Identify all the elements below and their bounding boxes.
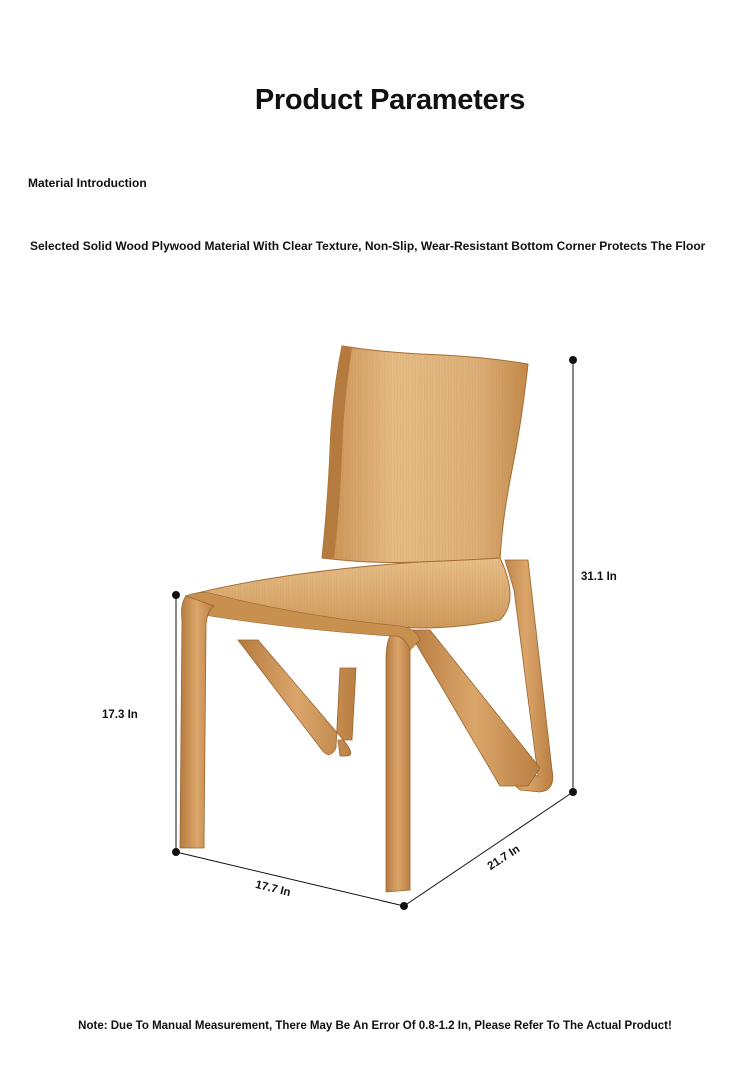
dimension-line-depth — [404, 792, 573, 906]
dimension-label-seat-height: 17.3 In — [102, 709, 138, 721]
dimension-label-width: 17.7 In — [254, 878, 292, 900]
chair-side-brace-right — [408, 630, 540, 786]
material-heading: Material Introduction — [28, 176, 147, 190]
material-description: Selected Solid Wood Plywood Material With Clear Texture, Non-Slip, Wear-Resistant Bottom Corner Protects The Floor — [30, 239, 706, 253]
measurement-note: Note: Due To Manual Measurement, There May Be An Error Of 0.8-1.2 In, Please Refer To The Actual Product! — [78, 1020, 672, 1032]
chair-front-leg-right — [386, 636, 410, 892]
chair-rear-brace-left — [238, 640, 356, 756]
page-title: Product Parameters — [254, 84, 526, 116]
dimension-line-width — [176, 852, 404, 906]
dimension-label-depth: 21.7 In — [485, 843, 523, 873]
dimension-label-height: 31.1 In — [581, 571, 617, 583]
chair-front-leg-left — [180, 596, 214, 848]
